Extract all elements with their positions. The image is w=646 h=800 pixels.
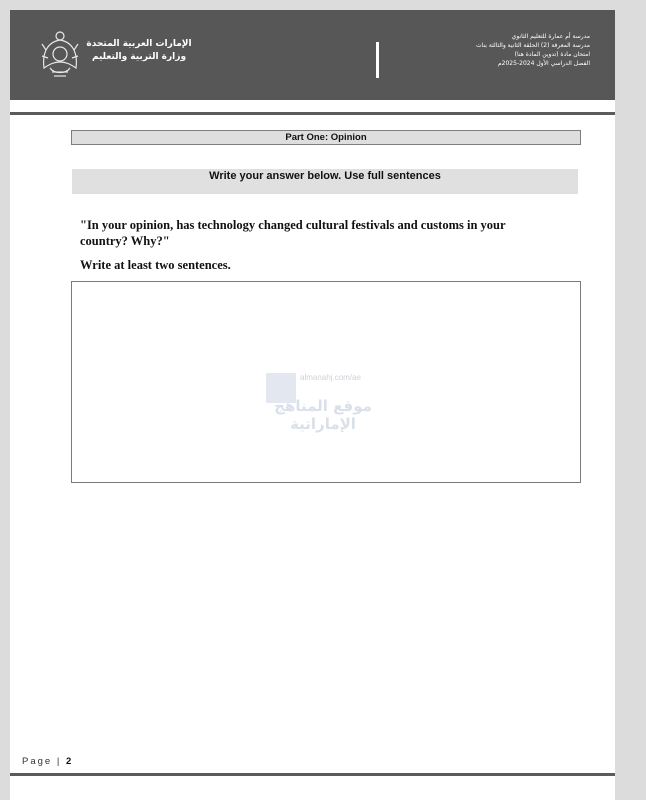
footer-rule (10, 773, 615, 776)
watermark-site-name: موقع المناهج الإماراتية (274, 397, 372, 433)
uae-emblem-icon (40, 28, 80, 80)
page-label: Page | (22, 756, 62, 767)
part-title: Part One: Opinion (71, 130, 581, 145)
page-number-value: 2 (65, 756, 72, 767)
country-name: الإمارات العربية المتحدة (86, 39, 192, 49)
document-header (10, 10, 615, 100)
page-number (22, 756, 71, 767)
document-page (10, 10, 615, 800)
school-info-line: امتحان مادة (تدوين المادة هنا) (514, 51, 590, 58)
question-prompt: "In your opinion, has technology changed cultural festivals and customs in your country? Why?" (80, 218, 506, 248)
instruction-box: Write your answer below. Use full sentences (72, 169, 578, 194)
header-rule (10, 112, 615, 115)
school-info-line: الفصل الدراسي الأول 2024-2025م (497, 60, 590, 67)
school-info (450, 32, 590, 68)
school-info-line: مدرسة أم عمارة للتعليم الثانوي (511, 33, 590, 40)
header-divider (376, 42, 379, 78)
watermark (262, 367, 392, 437)
ministry-logo-text (84, 38, 194, 64)
watermark-url: almanahj.com/ae (300, 373, 361, 382)
answer-requirement: Write at least two sentences. (80, 258, 231, 272)
answer-box[interactable] (71, 281, 581, 483)
school-info-line: مدرسة المعرفة (2) الحلقة الثانية والثالثة بنات (475, 42, 590, 49)
ministry-name: وزارة التربية والتعليم (91, 52, 187, 62)
